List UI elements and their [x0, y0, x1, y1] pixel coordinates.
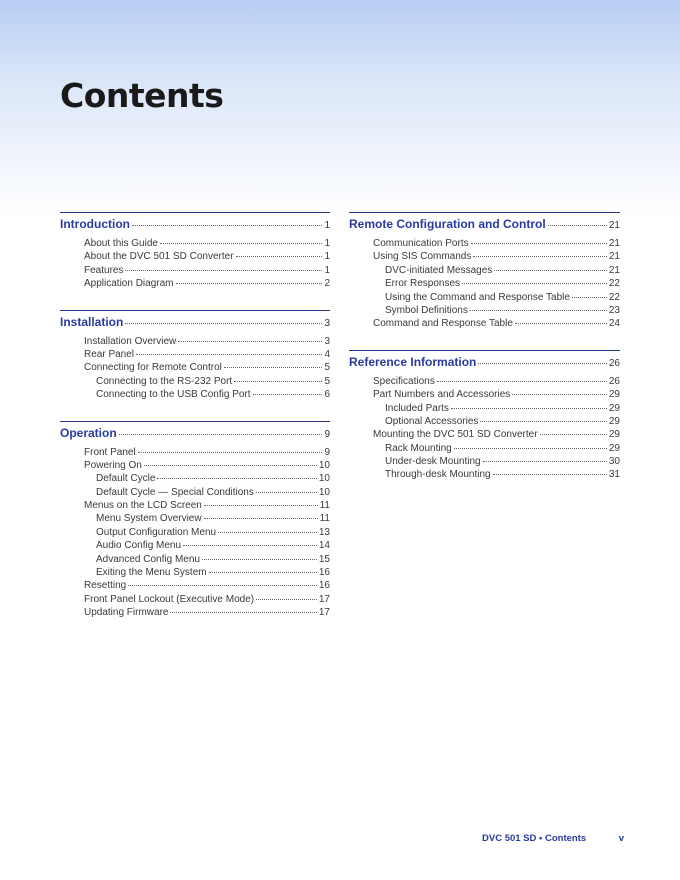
page-title: Contents — [60, 76, 224, 115]
dot-leader — [540, 433, 607, 435]
toc-entry-label: Connecting to the USB Config Port — [96, 389, 251, 401]
toc-section — [349, 350, 620, 482]
dot-leader — [176, 282, 323, 284]
toc-entry[interactable] — [60, 250, 330, 263]
dot-leader — [204, 517, 318, 519]
toc-entry-page-number: 6 — [324, 389, 330, 401]
toc-entry[interactable] — [349, 428, 620, 441]
toc-section-heading[interactable] — [60, 313, 330, 331]
toc-entry-page-number: 22 — [608, 291, 620, 303]
toc-section — [60, 212, 330, 291]
toc-entry-page-number: 11 — [319, 513, 330, 525]
dot-leader — [125, 322, 322, 324]
toc-entry-label: Updating Firmware — [84, 607, 169, 619]
toc-entry[interactable] — [60, 472, 330, 485]
dot-leader — [128, 584, 317, 586]
toc-entry-page-number: 17 — [318, 593, 330, 605]
dot-leader — [160, 242, 323, 244]
toc-section-heading-label: Introduction — [60, 217, 130, 231]
toc-entry-label: Using SIS Commands — [373, 251, 472, 263]
toc-entry-page-number: 26 — [608, 375, 620, 387]
toc-entry-page-number: 1 — [324, 264, 330, 276]
dot-leader — [470, 309, 607, 311]
toc-entry-page-number: 21 — [608, 238, 620, 249]
toc-entry-label: Front Panel Lockout (Executive Mode) — [84, 593, 255, 605]
toc-entry-label: Rack Mounting — [385, 442, 452, 454]
dot-leader — [512, 393, 607, 395]
dot-leader — [170, 611, 316, 613]
dot-leader — [224, 366, 323, 368]
dot-leader — [236, 255, 323, 257]
toc-entry-label: Part Numbers and Accessories — [373, 389, 511, 401]
toc-entry[interactable] — [349, 375, 620, 388]
toc-entry-label: Error Responses — [385, 278, 461, 290]
toc-section — [60, 421, 330, 620]
dot-leader — [483, 460, 607, 462]
toc-entry-label: Default Cycle — Special Conditions — [96, 486, 254, 498]
toc-entry-label: Rear Panel — [84, 348, 135, 360]
dot-leader — [548, 224, 607, 226]
dot-leader — [157, 477, 316, 479]
toc-entry[interactable] — [60, 579, 330, 592]
toc-entry[interactable] — [60, 264, 330, 277]
toc-entry-label: About this Guide — [84, 238, 158, 249]
toc-entry[interactable] — [60, 237, 330, 250]
toc-entry-page-number: 24 — [608, 318, 620, 330]
toc-entry-label: Mounting the DVC 501 SD Converter — [373, 429, 538, 441]
toc-entry-page-number: 5 — [324, 375, 330, 387]
toc-entry[interactable] — [60, 606, 330, 619]
toc-entry-label: Included Parts — [385, 402, 449, 414]
toc-entry[interactable] — [349, 442, 620, 455]
toc-entry-label: About the DVC 501 SD Converter — [84, 251, 234, 263]
toc-entry-label: Menus on the LCD Screen — [84, 500, 202, 512]
toc-section-heading-label: Installation — [60, 314, 124, 329]
toc-entry[interactable] — [349, 264, 620, 277]
toc-entry[interactable] — [349, 304, 620, 317]
dot-leader — [204, 504, 318, 506]
dot-leader — [132, 224, 322, 226]
toc-entry[interactable] — [349, 468, 620, 481]
toc-entry-label: Exiting the Menu System — [96, 567, 207, 579]
toc-entry-page-number: 29 — [608, 429, 620, 441]
toc-entry[interactable] — [60, 593, 330, 606]
toc-section-heading-page-number: 26 — [608, 357, 620, 369]
toc-section — [60, 310, 330, 402]
toc-entry-label: Specifications — [373, 375, 435, 387]
dot-leader — [494, 269, 607, 271]
toc-entry-label: Under-desk Mounting — [385, 456, 481, 468]
toc-entry[interactable] — [60, 388, 330, 401]
toc-entry[interactable] — [349, 388, 620, 401]
toc-entry-page-number: 22 — [608, 278, 620, 290]
toc-entry-label: Powering On — [84, 459, 142, 471]
toc-entry[interactable] — [349, 402, 620, 415]
toc-entry-page-number: 9 — [324, 446, 330, 458]
toc-entry-label: Features — [84, 264, 124, 276]
dot-leader — [478, 362, 607, 364]
toc-entry-label: Optional Accessories — [385, 415, 479, 427]
dot-leader — [144, 464, 317, 466]
toc-entry-page-number: 21 — [608, 251, 620, 263]
toc-entry-label: DVC-initiated Messages — [385, 264, 493, 276]
dot-leader — [480, 420, 606, 422]
toc-entry[interactable] — [60, 539, 330, 552]
dot-leader — [515, 322, 607, 324]
toc-entry[interactable] — [60, 459, 330, 472]
toc-entry-page-number: 5 — [324, 362, 330, 374]
toc-entry-page-number: 29 — [608, 402, 620, 414]
toc-entry-page-number: 17 — [318, 607, 330, 619]
toc-entry[interactable] — [60, 553, 330, 566]
toc-entry-label: Application Diagram — [84, 278, 174, 290]
dot-leader — [202, 558, 317, 560]
toc-section — [349, 212, 620, 331]
toc-entry[interactable] — [60, 499, 330, 512]
toc-entry-page-number: 31 — [608, 469, 620, 481]
dot-leader — [473, 255, 607, 257]
toc-entry-page-number: 1 — [324, 238, 330, 249]
toc-entry-label: Connecting for Remote Control — [84, 362, 222, 374]
footer-text: DVC 501 SD • Contents — [482, 833, 587, 844]
toc-entry-label: Connecting to the RS-232 Port — [96, 375, 233, 387]
dot-leader — [256, 598, 317, 600]
toc-entry[interactable] — [349, 277, 620, 290]
toc-entry-page-number: 15 — [318, 553, 330, 565]
toc-entry-label: Symbol Definitions — [385, 304, 468, 316]
toc-entry-label: Using the Command and Response Table — [385, 291, 570, 303]
toc-entry-page-number: 29 — [608, 389, 620, 401]
toc-entry-page-number: 30 — [608, 456, 620, 468]
toc-entry-label: Advanced Config Menu — [96, 553, 200, 565]
toc-entry[interactable] — [60, 446, 330, 459]
toc-entry-page-number: 11 — [319, 500, 330, 512]
dot-leader — [218, 531, 317, 533]
toc-entry-page-number: 29 — [608, 442, 620, 454]
toc-entry[interactable] — [349, 291, 620, 304]
toc-entry[interactable] — [349, 415, 620, 428]
toc-section-heading[interactable] — [60, 424, 330, 442]
toc-entry-page-number: 16 — [318, 580, 330, 592]
toc-entry-page-number: 29 — [608, 415, 620, 427]
toc-entry-label: Installation Overview — [84, 335, 177, 347]
toc-column-left — [60, 212, 330, 639]
toc-entry[interactable] — [349, 455, 620, 468]
toc-section-heading-page-number: 21 — [608, 220, 620, 231]
toc-entry[interactable] — [349, 250, 620, 263]
toc-entry-page-number: 21 — [608, 264, 620, 276]
toc-section-heading[interactable] — [349, 215, 620, 233]
dot-leader — [119, 433, 323, 435]
dot-leader — [493, 473, 607, 475]
toc-entry-label: Output Configuration Menu — [96, 526, 217, 538]
dot-leader — [136, 353, 322, 355]
toc-entry-page-number: 4 — [324, 348, 330, 360]
toc-entry[interactable] — [60, 486, 330, 499]
dot-leader — [256, 491, 317, 493]
dot-leader — [471, 242, 607, 244]
toc-entry-page-number: 10 — [318, 486, 330, 498]
toc-entry-label: Communication Ports — [373, 238, 469, 249]
toc-entry-label: Front Panel — [84, 446, 136, 458]
toc-entry[interactable] — [60, 335, 330, 348]
dot-leader — [125, 269, 322, 271]
toc-entry[interactable] — [60, 526, 330, 539]
toc-entry-page-number: 3 — [324, 335, 330, 347]
footer-page-number: v — [618, 833, 624, 844]
dot-leader — [253, 393, 323, 395]
toc-entry[interactable] — [60, 512, 330, 525]
toc-section-heading-page-number: 3 — [324, 317, 330, 329]
toc-entry-label: Menu System Overview — [96, 513, 202, 525]
dot-leader — [183, 544, 317, 546]
toc-entry-label: Command and Response Table — [373, 318, 513, 330]
toc-entry-page-number: 23 — [608, 304, 620, 316]
toc-column-right — [349, 212, 620, 501]
toc-entry-label: Resetting — [84, 580, 127, 592]
toc-entry[interactable] — [349, 237, 620, 250]
toc-section-heading[interactable] — [349, 353, 620, 371]
toc-entry-page-number: 10 — [318, 473, 330, 485]
toc-entry-page-number: 16 — [318, 567, 330, 579]
toc-entry[interactable] — [60, 375, 330, 388]
toc-section-heading-label: Reference Information — [349, 354, 477, 369]
toc-entry-page-number: 1 — [324, 251, 330, 263]
dot-leader — [138, 451, 323, 453]
toc-entry-label: Through-desk Mounting — [385, 469, 491, 481]
toc-entry[interactable] — [60, 277, 330, 290]
toc-entry-page-number: 13 — [318, 526, 330, 538]
toc-entry-label: Audio Config Menu — [96, 540, 182, 552]
dot-leader — [451, 407, 607, 409]
toc-entry[interactable] — [60, 348, 330, 361]
dot-leader — [572, 296, 607, 298]
toc-entry-page-number: 10 — [318, 459, 330, 471]
toc-entry-label: Default Cycle — [96, 473, 156, 485]
toc-section-heading-label: Remote Configuration and Control — [349, 217, 546, 231]
toc-entry-page-number: 14 — [318, 540, 330, 552]
toc-entry[interactable] — [349, 317, 620, 330]
dot-leader — [454, 447, 607, 449]
toc-section-heading-page-number: 9 — [324, 428, 330, 440]
toc-section-heading-page-number: 1 — [324, 220, 330, 231]
toc-entry[interactable] — [60, 361, 330, 374]
toc-section-heading-label: Operation — [60, 425, 117, 440]
dot-leader — [462, 282, 607, 284]
dot-leader — [178, 340, 322, 342]
toc-entry-page-number: 2 — [324, 278, 330, 290]
page-footer — [482, 833, 624, 844]
toc-section-heading[interactable] — [60, 215, 330, 233]
dot-leader — [234, 380, 322, 382]
dot-leader — [209, 571, 317, 573]
toc-entry[interactable] — [60, 566, 330, 579]
dot-leader — [437, 380, 607, 382]
